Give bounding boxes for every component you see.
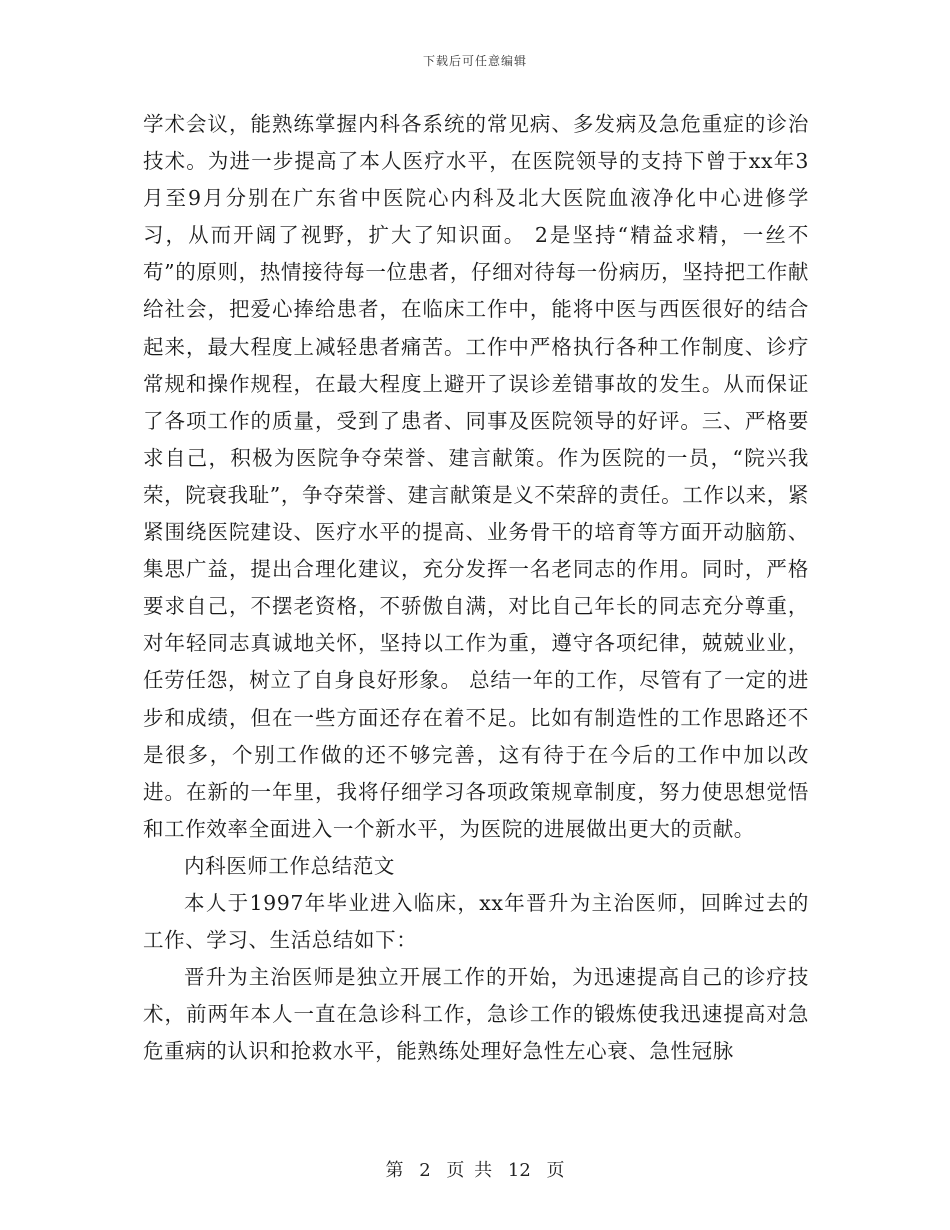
page-footer <box>0 1156 950 1182</box>
footer-page-current: 2 <box>419 1160 431 1181</box>
footer-label-prefix: 第 <box>385 1160 404 1181</box>
body-paragraph-3: 晋升为主治医师是独立开展工作的开始，为迅速提高自己的诊疗技术，前两年本人一直在急诊科工作，急诊工作的锻炼使我迅速提高对急危重病的认识和抢救水平，能熟练处理好急性左心衰、急性冠脉 <box>143 965 809 1064</box>
footer-label-suffix: 页 <box>546 1160 565 1181</box>
document-body <box>143 106 809 1070</box>
body-paragraph-1: 学术会议，能熟练掌握内科各系统的常见病、多发病及急危重症的诊治技术。为进一步提高了本人医疗水平，在医院领导的支持下曾于xx年3月至9月分别在广东省中医院心内科及北大医院血液净化中心进修学习，从而开阔了视野，扩大了知识面。 2是坚持“精益求精，一丝不苟”的原则，热情接待每一位患者，仔细对待每一份病历，坚持把工作献给社会，把爱心捧给患者，在临床工作中，能将中医与西医很好的结合起来，最大程度上减轻患者痛苦。工作中严格执行各种工作制度、诊疗常规和操作规程，在最大程度上避开了误诊差错事故的发生。从而保证了各项工作的质量，受到了患者、同事及医院领导的好评。三、严格要求自己，积极为医院争夺荣誉、建言献策。作为医院的一员，“院兴我荣，院衰我耻”，争夺荣誉、建言献策是义不荣辞的责任。工作以来，紧紧围绕医院建设、医疗水平的提高、业务骨干的培育等方面开动脑筋、集思广益，提出合理化建议，充分发挥一名老同志的作用。同时，严格要求自己，不摆老资格，不骄傲自满，对比自己年长的同志充分尊重，对年轻同志真诚地关怀，坚持以工作为重，遵守各项纪律，兢兢业业，任劳任怨，树立了自身良好形象。 总结一年的工作，尽管有了一定的进步和成绩，但在一些方面还存在着不足。比如有制造性的工作思路还不是很多，个别工作做的还不够完善，这有待于在今后的工作中加以改进。在新的一年里，我将仔细学习各项政策规章制度，努力使思想觉悟和工作效率全面进入一个新水平，为医院的进展做出更大的贡献。 <box>143 112 809 841</box>
page-header: 下载后可任意编辑 <box>422 54 527 68</box>
footer-label-middle: 页 共 <box>446 1160 493 1181</box>
section-heading: 内科医师工作总结范文 <box>184 853 395 878</box>
footer-page-total: 12 <box>507 1160 531 1181</box>
body-paragraph-2: 本人于1997年毕业进入临床，xx年晋升为主治医师，回眸过去的工作、学习、生活总结如下： <box>143 890 809 953</box>
